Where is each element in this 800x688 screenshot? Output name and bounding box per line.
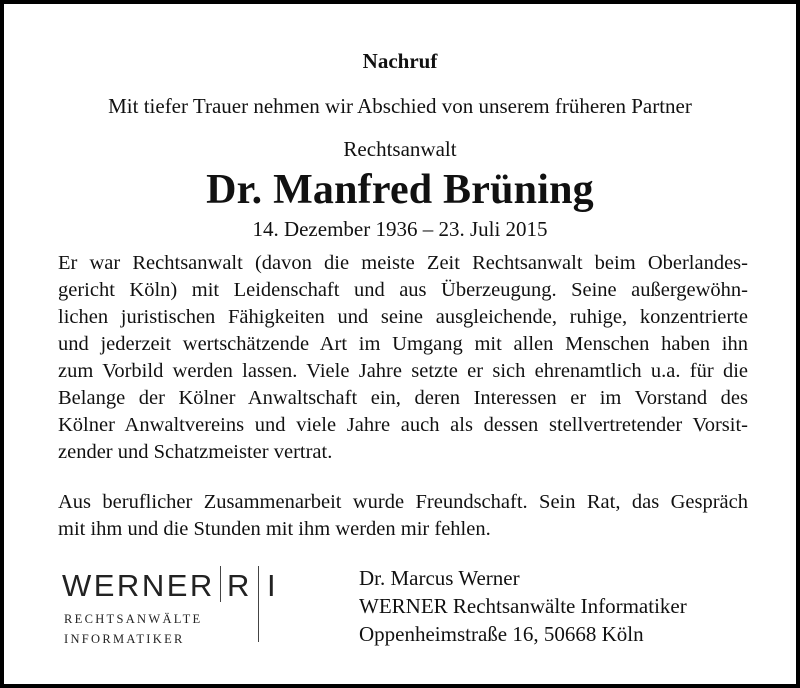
paragraph-line: mit ihm und die Stunden mit ihm werden mir fehlen. bbox=[58, 518, 491, 540]
signer-address: Oppenheimstraße 16, 50668 Köln bbox=[359, 622, 644, 646]
paragraph-line: Er war Rechtsanwalt (davon die meiste Zeit Rechtsanwalt beim Oberlandes- bbox=[58, 252, 748, 274]
tribute-paragraph bbox=[58, 250, 748, 466]
logo-divider bbox=[220, 566, 221, 602]
logo-divider bbox=[258, 566, 259, 642]
paragraph-line: lichen juristischen Fähigkeiten und seine ausgleichende, ruhige, konzentrierte bbox=[58, 306, 748, 328]
signature-block bbox=[359, 564, 687, 648]
paragraph-line: gericht Köln) mit Leidenschaft und aus Überzeugung. Seine außergewöhn- bbox=[58, 279, 748, 301]
logo-wordmark: WERNER bbox=[62, 568, 215, 603]
signer-name: Dr. Marcus Werner bbox=[359, 566, 520, 590]
paragraph-line: Kölner Anwaltvereins und viele Jahre auch als dessen stellvertretender Vorsit- bbox=[58, 414, 748, 436]
paragraph-line: Aus beruflicher Zusammenarbeit wurde Freundschaft. Sein Rat, das Gespräch bbox=[58, 491, 748, 513]
deceased-name: Dr. Manfred Brüning bbox=[206, 167, 594, 213]
logo-letter-i: I bbox=[267, 568, 276, 603]
logo-letter-r: R bbox=[227, 568, 250, 603]
professional-title: Rechtsanwalt bbox=[343, 137, 457, 161]
intro-line: Mit tiefer Trauer nehmen wir Abschied von unserem früheren Partner bbox=[108, 94, 692, 118]
paragraph-line: zender und Schatzmeister vertrat. bbox=[58, 441, 333, 463]
closing-paragraph bbox=[58, 489, 748, 543]
logo-subline: INFORMATIKER bbox=[64, 632, 185, 646]
paragraph-line: zum Vorbild werden lassen. Viele Jahre setzte er sich ehrenamtlich u.a. für die bbox=[58, 360, 748, 382]
signer-firm: WERNER Rechtsanwälte Informatiker bbox=[359, 594, 687, 618]
firm-logo bbox=[62, 564, 292, 644]
notice-heading: Nachruf bbox=[362, 49, 438, 73]
paragraph-line: und jederzeit wertschätzende Art im Umgang mit allen Menschen haben ihn bbox=[58, 333, 748, 355]
paragraph-line: Belange der Kölner Anwaltschaft ein, deren Interessen er im Vorstand des bbox=[58, 387, 748, 409]
life-dates: 14. Dezember 1936 – 23. Juli 2015 bbox=[252, 217, 548, 241]
logo-subline: RECHTSANWÄLTE bbox=[64, 612, 203, 626]
